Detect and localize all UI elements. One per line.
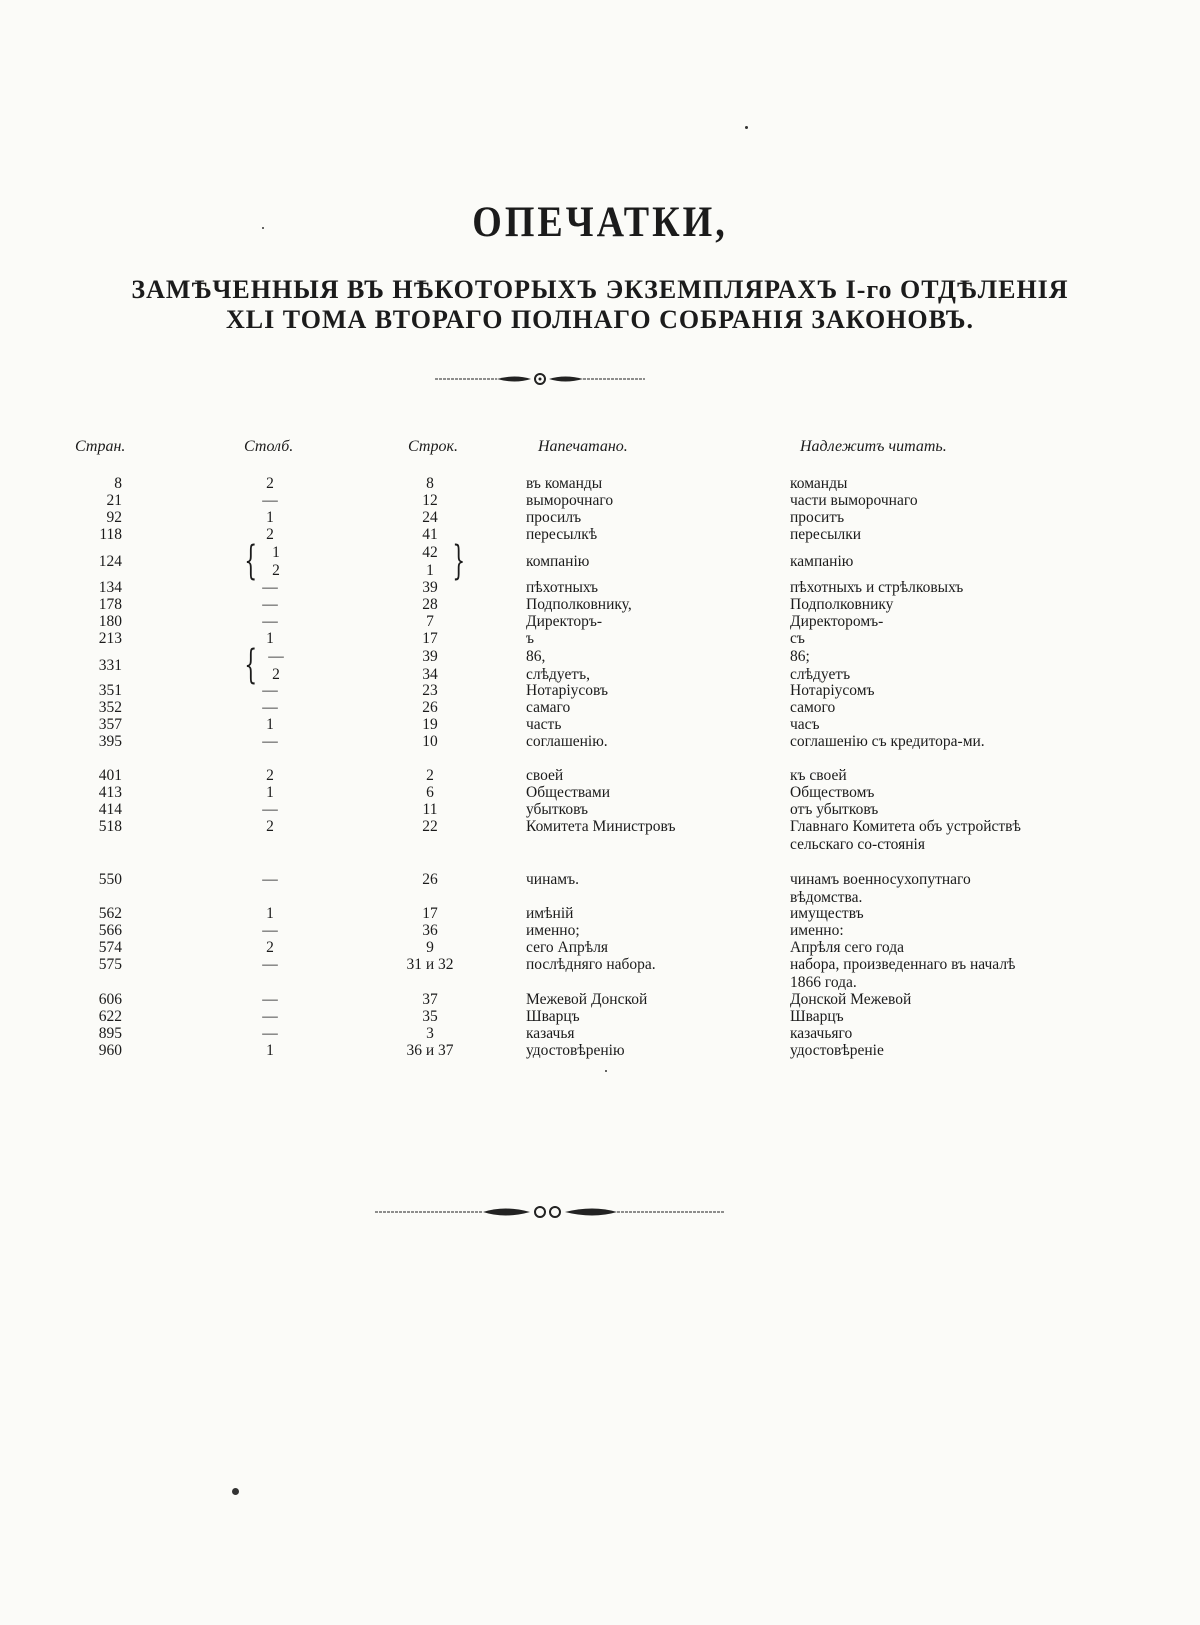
- ink-speck: [745, 126, 748, 129]
- cell-should-read: самого: [790, 699, 836, 716]
- cell-line: 36 и 37: [406, 1042, 454, 1059]
- cell-column: 1: [266, 1042, 274, 1059]
- header-should-read: Надлежитъ читать.: [800, 438, 947, 455]
- cell-should-read: Подполковнику: [790, 596, 894, 613]
- cell-page: 562: [98, 905, 122, 922]
- cell-page: 550: [98, 871, 122, 888]
- cell-should-read: съ: [790, 630, 805, 647]
- cell-printed: 86,: [526, 648, 546, 665]
- cell-page: 575: [98, 956, 122, 973]
- cell-printed: соглашенію.: [526, 733, 608, 750]
- cell-column: 1: [266, 716, 274, 733]
- cell-column: 2: [272, 666, 280, 683]
- cell-line: 1: [426, 562, 434, 579]
- cell-line: 6: [426, 784, 434, 801]
- cell-should-read: отъ убытковъ: [790, 801, 879, 818]
- cell-page: 622: [98, 1008, 122, 1025]
- cell-should-read: удостовѣреніе: [790, 1042, 884, 1059]
- cell-line: 19: [422, 716, 438, 733]
- cell-line: 35: [422, 1008, 438, 1025]
- cell-printed: пѣхотныхъ: [526, 579, 599, 596]
- cell-should-read: кампанію: [790, 553, 854, 570]
- cell-column: 2: [266, 475, 274, 492]
- cell-should-read: къ своей: [790, 767, 847, 784]
- header-page: Стран.: [75, 438, 126, 455]
- cell-should-read: набора, произведеннаго въ началѣ 1866 года.: [790, 956, 1016, 991]
- cell-column: 1: [266, 905, 274, 922]
- cell-page: 351: [98, 682, 122, 699]
- cell-line: 11: [422, 801, 438, 818]
- cell-line: 7: [426, 613, 434, 630]
- cell-should-read: имуществъ: [790, 905, 864, 922]
- cell-should-read: Обществомъ: [790, 784, 875, 801]
- cell-printed: Комитета Министровъ: [526, 818, 676, 835]
- ornament-divider-bottom: [375, 1200, 725, 1224]
- cell-line: 28: [422, 596, 438, 613]
- cell-column: —: [262, 1008, 278, 1025]
- cell-line: 22: [422, 818, 438, 835]
- cell-page: 401: [98, 767, 122, 784]
- cell-printed: компанію: [526, 553, 590, 570]
- cell-page: 124: [98, 553, 122, 570]
- cell-page: 118: [99, 526, 122, 543]
- cell-should-read: именно:: [790, 922, 844, 939]
- brace-glyph: }: [452, 538, 466, 584]
- cell-line: 2: [426, 767, 434, 784]
- cell-column: 2: [266, 526, 274, 543]
- cell-column: 1: [266, 784, 274, 801]
- cell-column: —: [262, 801, 278, 818]
- cell-should-read: казачьяго: [790, 1025, 853, 1042]
- cell-printed: ъ: [526, 630, 535, 647]
- header-line: Строк.: [408, 438, 458, 455]
- cell-page: 960: [98, 1042, 122, 1059]
- cell-column: —: [262, 922, 278, 939]
- cell-should-read: слѣдуетъ: [790, 666, 851, 683]
- cell-printed: пересылкѣ: [526, 526, 598, 543]
- cell-line: 12: [422, 492, 438, 509]
- cell-should-read: часъ: [790, 716, 820, 733]
- cell-column: —: [262, 613, 278, 630]
- cell-line: 31 и 32: [406, 956, 454, 973]
- ink-speck: [232, 1488, 239, 1495]
- cell-line: 23: [422, 682, 438, 699]
- cell-line: 39: [422, 648, 438, 665]
- cell-should-read: пересылки: [790, 526, 862, 543]
- cell-column: —: [262, 733, 278, 750]
- cell-column: 1: [272, 544, 280, 561]
- cell-line: 37: [422, 991, 438, 1008]
- cell-column: 1: [266, 509, 274, 526]
- cell-column: —: [262, 956, 278, 973]
- cell-line: 24: [422, 509, 438, 526]
- cell-page: 331: [98, 657, 122, 674]
- cell-column: —: [262, 596, 278, 613]
- cell-printed: убытковъ: [526, 801, 589, 818]
- cell-column: —: [262, 579, 278, 596]
- cell-printed: слѣдуетъ,: [526, 666, 591, 683]
- cell-page: 414: [98, 801, 122, 818]
- cell-page: 606: [98, 991, 122, 1008]
- cell-page: 21: [106, 492, 122, 509]
- cell-should-read: части выморочнаго: [790, 492, 918, 509]
- cell-printed: Шварцъ: [526, 1008, 580, 1025]
- cell-page: 357: [98, 716, 122, 733]
- cell-printed: часть: [526, 716, 562, 733]
- cell-line: 42: [422, 544, 438, 561]
- cell-page: 178: [98, 596, 122, 613]
- cell-printed: самаго: [526, 699, 571, 716]
- cell-page: 574: [98, 939, 122, 956]
- cell-page: 395: [98, 733, 122, 750]
- cell-page: 180: [98, 613, 122, 630]
- header-printed: Напечатано.: [538, 438, 628, 455]
- cell-should-read: Главнаго Комитета объ устройствѣ сельскаго со-стоянія: [790, 818, 1021, 853]
- ink-speck: [605, 1070, 607, 1072]
- cell-page: 895: [98, 1025, 122, 1042]
- cell-printed: въ команды: [526, 475, 603, 492]
- cell-printed: выморочнаго: [526, 492, 614, 509]
- cell-printed: Нотаріусовъ: [526, 682, 608, 699]
- cell-printed: имѣній: [526, 905, 574, 922]
- cell-printed: удостовѣренію: [526, 1042, 625, 1059]
- cell-line: 17: [422, 630, 438, 647]
- cell-should-read: соглашенію съ кредитора-ми.: [790, 733, 985, 750]
- cell-page: 134: [98, 579, 122, 596]
- cell-line: 10: [422, 733, 438, 750]
- cell-line: 8: [426, 475, 434, 492]
- cell-printed: сего Апрѣля: [526, 939, 609, 956]
- cell-line: 39: [422, 579, 438, 596]
- cell-column: 2: [272, 562, 280, 579]
- cell-page: 213: [98, 630, 122, 647]
- cell-line: 26: [422, 699, 438, 716]
- cell-line: 3: [426, 1025, 434, 1042]
- cell-should-read: Шварцъ: [790, 1008, 844, 1025]
- brace-glyph: {: [244, 642, 258, 688]
- cell-page: 352: [98, 699, 122, 716]
- cell-column: 2: [266, 939, 274, 956]
- cell-should-read: проситъ: [790, 509, 845, 526]
- cell-printed: своей: [526, 767, 564, 784]
- cell-should-read: Апрѣля сего года: [790, 939, 904, 956]
- cell-printed: чинамъ.: [526, 871, 579, 888]
- cell-column: —: [262, 699, 278, 716]
- cell-page: 413: [98, 784, 122, 801]
- cell-should-read: Донской Межевой: [790, 991, 912, 1008]
- cell-column: —: [268, 648, 284, 665]
- cell-page: 8: [114, 475, 122, 492]
- cell-column: —: [262, 682, 278, 699]
- cell-column: —: [262, 1025, 278, 1042]
- cell-page: 518: [98, 818, 122, 835]
- cell-should-read: команды: [790, 475, 848, 492]
- cell-printed: именно;: [526, 922, 580, 939]
- header-column: Столб.: [244, 438, 294, 455]
- cell-printed: Межевой Донской: [526, 991, 648, 1008]
- cell-column: —: [262, 991, 278, 1008]
- cell-column: 2: [266, 767, 274, 784]
- cell-should-read: Директоромъ-: [790, 613, 884, 630]
- cell-column: —: [262, 492, 278, 509]
- cell-printed: Обществами: [526, 784, 611, 801]
- cell-line: 9: [426, 939, 434, 956]
- cell-line: 41: [422, 526, 438, 543]
- cell-should-read: 86;: [790, 648, 810, 665]
- cell-printed: просилъ: [526, 509, 582, 526]
- cell-column: 2: [266, 818, 274, 835]
- cell-printed: казачья: [526, 1025, 575, 1042]
- page-title: ОПЕЧАТКИ,: [472, 197, 728, 247]
- cell-column: —: [262, 871, 278, 888]
- subtitle-line-1: ЗАМѢЧЕННЫЯ ВЪ НѢКОТОРЫХЪ ЭКЗЕМПЛЯРАХЪ I-го ОТДѢЛЕНІЯ: [131, 275, 1069, 304]
- ink-speck: [262, 227, 264, 229]
- brace-glyph: {: [244, 538, 258, 584]
- cell-page: 566: [98, 922, 122, 939]
- cell-should-read: Нотаріусомъ: [790, 682, 875, 699]
- cell-should-read: пѣхотныхъ и стрѣлковыхъ: [790, 579, 964, 596]
- cell-line: 34: [422, 666, 438, 683]
- subtitle-line-2: XLI ТОМА ВТОРАГО ПОЛНАГО СОБРАНІЯ ЗАКОНОВЪ.: [226, 305, 974, 334]
- cell-printed: Директоръ-: [526, 613, 603, 630]
- cell-line: 36: [422, 922, 438, 939]
- cell-printed: Подполковнику,: [526, 596, 632, 613]
- cell-should-read: чинамъ военносухопутнаго вѣдомства.: [790, 871, 971, 906]
- cell-line: 17: [422, 905, 438, 922]
- cell-column: 1: [266, 630, 274, 647]
- cell-line: 26: [422, 871, 438, 888]
- cell-page: 92: [106, 509, 122, 526]
- cell-printed: послѣдняго набора.: [526, 956, 656, 973]
